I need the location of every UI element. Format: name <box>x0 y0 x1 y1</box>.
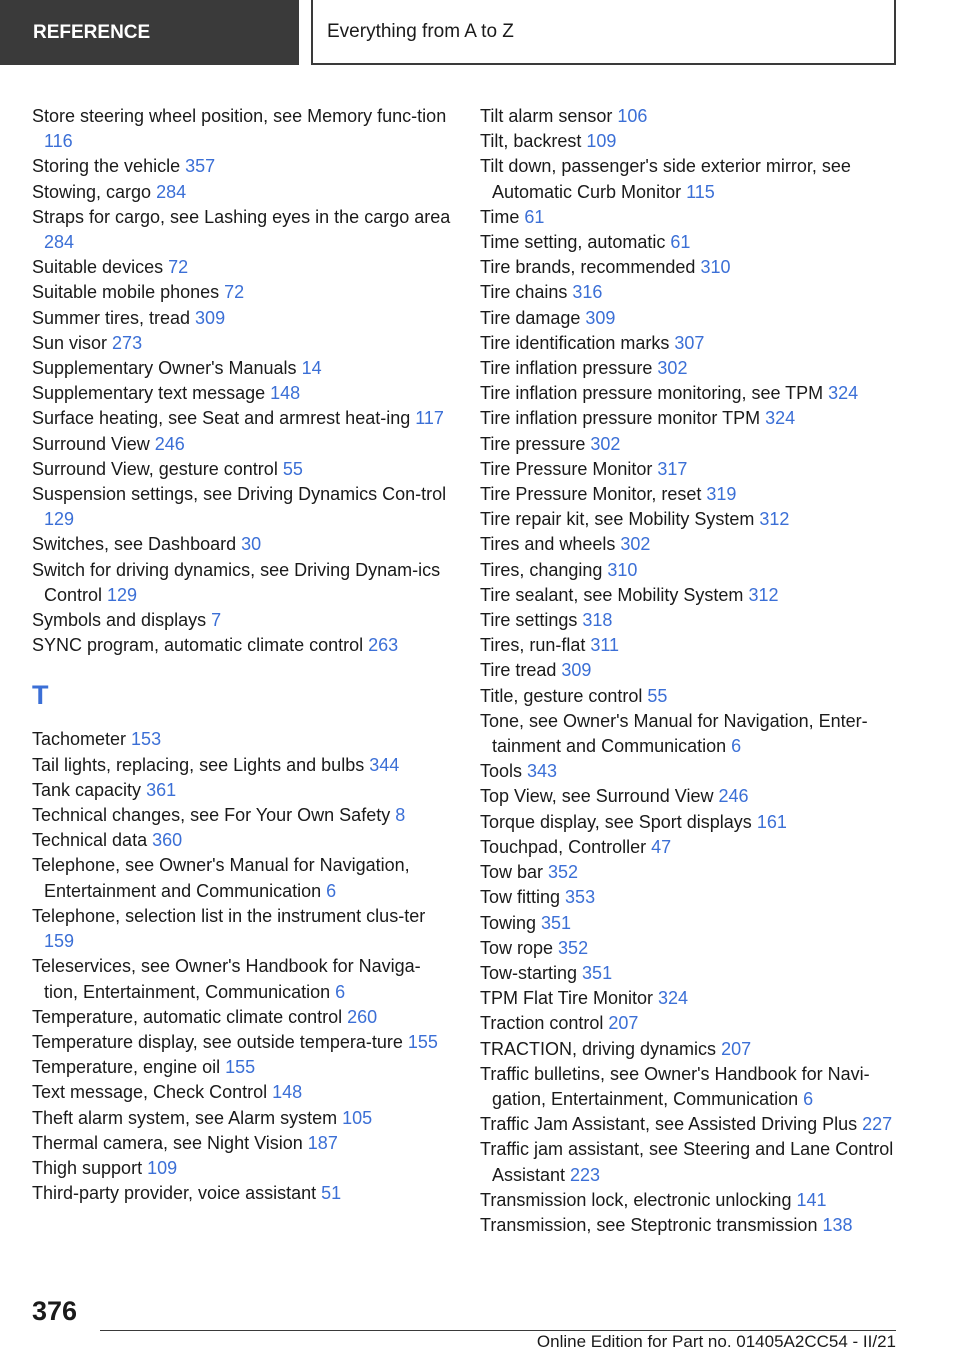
index-column-right <box>480 104 900 1238</box>
entry-term: Teleservices, see Owner's Handbook for Naviga-tion, Entertainment, Communication <box>32 956 421 1002</box>
index-entry <box>32 356 452 381</box>
page-reference-link[interactable]: 6 <box>731 736 742 757</box>
index-entry <box>32 406 452 431</box>
index-entry <box>32 1131 452 1156</box>
page-reference-link[interactable]: 312 <box>748 584 779 605</box>
index-list-s <box>32 104 452 658</box>
entry-term: Tilt down, passenger's side exterior mirror, see Automatic Curb Monitor <box>480 156 851 202</box>
entry-term: Tire tread <box>480 660 562 681</box>
page-reference-link[interactable]: 360 <box>152 830 183 851</box>
entry-term: Time setting, automatic <box>480 232 671 253</box>
entry-term: Temperature display, see outside tempera-ture <box>32 1031 408 1052</box>
page-reference-link[interactable]: 319 <box>706 484 737 505</box>
page-reference-link[interactable]: 116 <box>44 131 73 152</box>
index-entry <box>32 180 452 205</box>
entry-term: Tire inflation pressure <box>480 358 658 379</box>
index-entry <box>32 753 452 778</box>
index-entry <box>32 1030 452 1055</box>
page-reference-link[interactable]: 106 <box>617 106 648 126</box>
page-reference-link[interactable]: 61 <box>524 206 545 227</box>
entry-term: Telephone, selection list in the instrument clus-ter <box>32 905 426 926</box>
page-reference-link[interactable]: 284 <box>44 232 75 253</box>
index-letter-heading: T <box>32 680 49 711</box>
index-entry <box>480 911 900 936</box>
page-reference-link[interactable]: 109 <box>586 131 617 152</box>
page-reference-link[interactable]: 311 <box>590 635 620 656</box>
index-entry <box>480 1137 900 1187</box>
index-entry <box>32 853 452 903</box>
page-reference-link[interactable]: 361 <box>146 779 177 800</box>
index-entry <box>32 1106 452 1131</box>
page-reference-link[interactable]: 155 <box>407 1031 438 1052</box>
page-reference-link[interactable]: 14 <box>301 358 322 379</box>
entry-term: Tire identification marks <box>480 332 675 353</box>
entry-term: Tire damage <box>480 307 586 328</box>
entry-term: TPM Flat Tire Monitor <box>480 988 659 1009</box>
entry-term: Tow fitting <box>480 887 566 908</box>
index-entry <box>480 406 900 431</box>
entry-term: Touchpad, Controller <box>480 836 652 857</box>
entry-term: Tachometer <box>32 729 132 750</box>
index-entry <box>480 658 900 683</box>
page-reference-link[interactable]: 324 <box>765 408 796 429</box>
page-reference-link[interactable]: 148 <box>272 1082 303 1103</box>
entry-term: Transmission, see Steptronic transmission <box>480 1214 823 1235</box>
index-entry <box>480 684 900 709</box>
page-reference-link[interactable]: 55 <box>282 458 303 479</box>
index-entry <box>480 633 900 658</box>
entry-term: SYNC program, automatic climate control <box>32 635 369 656</box>
page-reference-link[interactable]: 207 <box>608 1013 639 1034</box>
page-reference-link[interactable]: 227 <box>862 1114 893 1135</box>
page-reference-link[interactable]: 6 <box>326 880 337 901</box>
index-entry <box>480 482 900 507</box>
index-entry <box>32 828 452 853</box>
entry-term: Tail lights, replacing, see Lights and bulbs <box>32 754 370 775</box>
index-entry <box>32 482 452 532</box>
page-reference-link[interactable]: 352 <box>548 862 579 883</box>
entry-term: Surround View <box>32 433 155 454</box>
index-entry <box>480 154 900 204</box>
entry-term: Stowing, cargo <box>32 181 157 202</box>
entry-term: Tire inflation pressure monitoring, see TPM <box>480 383 829 404</box>
index-entry <box>480 961 900 986</box>
edition-info: Online Edition for Part no. 01405A2CC54 - II/21 <box>536 1332 896 1351</box>
page-reference-link[interactable]: 51 <box>321 1183 342 1204</box>
page-reference-link[interactable]: 310 <box>607 559 638 580</box>
entry-term: Switch for driving dynamics, see Driving Dynam-ics Control <box>32 559 441 605</box>
entry-term: Tow bar <box>480 862 549 883</box>
entry-term: Technical changes, see For Your Own Safety <box>32 805 396 826</box>
entry-term: Supplementary Owner's Manuals <box>32 358 302 379</box>
entry-term: Tone, see Owner's Manual for Navigation, Enter-tainment and Communication <box>480 710 868 757</box>
page-reference-link[interactable]: 115 <box>686 181 715 202</box>
index-entry <box>480 356 900 381</box>
entry-term: Suitable mobile phones <box>32 282 225 303</box>
entry-term: Tire pressure <box>480 433 591 454</box>
page-reference-link[interactable]: 318 <box>582 610 613 631</box>
page-reference-link[interactable]: 351 <box>582 962 613 983</box>
index-entry <box>32 904 452 954</box>
page-reference-link[interactable]: 61 <box>670 232 691 253</box>
entry-term: TRACTION, driving dynamics <box>480 1038 722 1059</box>
entry-term: Thigh support <box>32 1157 148 1178</box>
page-number: 376 <box>32 1296 78 1326</box>
entry-term: Store steering wheel position, see Memory func-tion <box>32 106 447 126</box>
index-entry <box>480 608 900 633</box>
page-reference-link[interactable]: 159 <box>44 931 75 952</box>
index-entry <box>480 558 900 583</box>
page-reference-link[interactable]: 129 <box>44 509 75 530</box>
page-reference-link[interactable]: 317 <box>657 458 688 479</box>
index-entry <box>480 759 900 784</box>
index-column-left <box>32 104 452 1206</box>
page-reference-link[interactable]: 187 <box>307 1132 338 1153</box>
index-entry <box>480 532 900 557</box>
page-reference-link[interactable]: 30 <box>241 534 262 555</box>
page-reference-link[interactable]: 351 <box>541 912 572 933</box>
index-list-t-continued <box>480 104 900 1238</box>
index-entry <box>32 778 452 803</box>
page-reference-link[interactable]: 55 <box>647 685 668 706</box>
index-entry <box>480 230 900 255</box>
index-list-t <box>32 727 452 1206</box>
page-reference-link[interactable]: 246 <box>718 786 749 807</box>
entry-term: Surface heating, see Seat and armrest heat-ing <box>32 408 416 429</box>
entry-term: Tow rope <box>480 937 559 958</box>
page-reference-link[interactable]: 309 <box>195 307 226 328</box>
entry-term: Tire Pressure Monitor, reset <box>480 484 707 505</box>
page-reference-link[interactable]: 324 <box>658 988 689 1009</box>
index-entry <box>480 835 900 860</box>
page-reference-link[interactable]: 7 <box>211 610 222 631</box>
index-entry <box>480 709 900 759</box>
page-reference-link[interactable]: 155 <box>225 1057 256 1078</box>
page-reference-link[interactable]: 6 <box>335 981 346 1002</box>
entry-term: Top View, see Surround View <box>480 786 719 807</box>
entry-term: Tire Pressure Monitor <box>480 458 658 479</box>
index-entry <box>480 432 900 457</box>
index-entry <box>480 255 900 280</box>
page-reference-link[interactable]: 302 <box>590 433 621 454</box>
page-reference-link[interactable]: 6 <box>803 1088 814 1109</box>
index-entry <box>480 810 900 835</box>
entry-term: Switches, see Dashboard <box>32 534 242 555</box>
entry-term: Tank capacity <box>32 779 147 800</box>
page-reference-link[interactable]: 260 <box>347 1006 378 1027</box>
section-title: REFERENCE <box>33 21 151 43</box>
header-title-box <box>311 0 896 65</box>
entry-term: Traffic jam assistant, see Steering and Lane Control Assistant <box>480 1139 894 1185</box>
page-reference-link[interactable]: 310 <box>700 257 731 278</box>
entry-term: Tire sealant, see Mobility System <box>480 584 749 605</box>
page-reference-link[interactable]: 344 <box>369 754 400 775</box>
entry-term: Traffic bulletins, see Owner's Handbook for Navi-gation, Entertainment, Communication <box>480 1063 870 1109</box>
page-reference-link[interactable]: 284 <box>156 181 187 202</box>
page-reference-link[interactable]: 316 <box>572 282 603 303</box>
index-entry <box>32 608 452 633</box>
index-entry <box>32 532 452 557</box>
index-entry <box>32 331 452 356</box>
index-entry <box>480 1011 900 1036</box>
entry-term: Tire inflation pressure monitor TPM <box>480 408 766 429</box>
index-entry <box>32 255 452 280</box>
entry-term: Tilt alarm sensor <box>480 106 618 126</box>
index-entry <box>480 1213 900 1238</box>
entry-term: Theft alarm system, see Alarm system <box>32 1107 343 1128</box>
page-reference-link[interactable]: 324 <box>828 383 859 404</box>
entry-term: Storing the vehicle <box>32 156 186 177</box>
page-reference-link[interactable]: 302 <box>620 534 651 555</box>
index-entry <box>480 784 900 809</box>
entry-term: Tires and wheels <box>480 534 621 555</box>
entry-term: Tire chains <box>480 282 573 303</box>
page-reference-link[interactable]: 141 <box>796 1189 827 1210</box>
index-entry <box>32 432 452 457</box>
entry-term: Telephone, see Owner's Manual for Navigation, Entertainment and Communication <box>32 855 410 901</box>
entry-term: Suspension settings, see Driving Dynamics Con-trol <box>32 484 447 505</box>
entry-term: Title, gesture control <box>480 685 648 706</box>
entry-term: Transmission lock, electronic unlocking <box>480 1189 797 1210</box>
index-entry <box>32 1080 452 1105</box>
index-entry <box>32 558 452 608</box>
page-reference-link[interactable]: 307 <box>674 332 705 353</box>
page-reference-link[interactable]: 129 <box>107 584 138 605</box>
index-entry <box>32 280 452 305</box>
footer-rule <box>100 1330 896 1331</box>
page-reference-link[interactable]: 207 <box>721 1038 752 1059</box>
entry-term: Sun visor <box>32 332 113 353</box>
page-reference-link[interactable]: 161 <box>756 811 787 832</box>
page-reference-link[interactable]: 263 <box>368 635 399 656</box>
index-entry <box>480 885 900 910</box>
entry-term: Surround View, gesture control <box>32 458 283 479</box>
entry-term: Traction control <box>480 1013 609 1034</box>
entry-term: Text message, Check Control <box>32 1082 273 1103</box>
page-reference-link[interactable]: 72 <box>224 282 245 303</box>
entry-term: Time <box>480 206 525 227</box>
index-entry <box>480 104 900 129</box>
entry-term: Temperature, automatic climate control <box>32 1006 348 1027</box>
page-reference-link[interactable]: 353 <box>565 887 596 908</box>
index-entry <box>32 306 452 331</box>
index-entry <box>32 727 452 752</box>
index-entry <box>32 633 452 658</box>
entry-term: Tires, run-flat <box>480 635 591 656</box>
page-heading: Everything from A to Z <box>327 20 514 42</box>
index-entry <box>480 129 900 154</box>
index-entry <box>480 1188 900 1213</box>
page-reference-link[interactable]: 105 <box>342 1107 373 1128</box>
entry-term: Temperature, engine oil <box>32 1057 226 1078</box>
page-reference-link[interactable]: 302 <box>657 358 688 379</box>
index-entry <box>32 954 452 1004</box>
section-tab <box>0 0 299 65</box>
page-reference-link[interactable]: 109 <box>147 1157 178 1178</box>
index-entry <box>480 205 900 230</box>
entry-term: Tow-starting <box>480 962 583 983</box>
page-reference-link[interactable]: 312 <box>759 509 790 530</box>
page-reference-link[interactable]: 153 <box>131 729 162 750</box>
entry-term: Technical data <box>32 830 153 851</box>
index-entry <box>480 306 900 331</box>
index-entry <box>32 104 452 154</box>
index-entry <box>480 583 900 608</box>
index-entry <box>32 803 452 828</box>
index-entry <box>480 507 900 532</box>
index-entry <box>32 154 452 179</box>
page-reference-link[interactable]: 8 <box>395 805 406 826</box>
page-reference-link[interactable]: 72 <box>168 257 189 278</box>
index-entry <box>32 205 452 255</box>
entry-term: Traffic Jam Assistant, see Assisted Driving Plus <box>480 1114 863 1135</box>
entry-term: Tire settings <box>480 610 583 631</box>
entry-term: Tools <box>480 761 528 782</box>
entry-term: Tires, changing <box>480 559 608 580</box>
entry-term: Tire repair kit, see Mobility System <box>480 509 760 530</box>
page-reference-link[interactable]: 117 <box>415 408 444 429</box>
entry-term: Symbols and displays <box>32 610 212 631</box>
entry-term: Supplementary text message <box>32 383 271 404</box>
index-entry <box>480 936 900 961</box>
entry-term: Tire brands, recommended <box>480 257 701 278</box>
index-entry <box>480 280 900 305</box>
index-entry <box>480 860 900 885</box>
index-entry <box>480 1112 900 1137</box>
index-entry <box>480 381 900 406</box>
page-reference-link[interactable]: 246 <box>154 433 185 454</box>
page-reference-link[interactable]: 148 <box>270 383 301 404</box>
page-reference-link[interactable]: 352 <box>558 937 589 958</box>
index-entry <box>480 331 900 356</box>
page-reference-link[interactable]: 47 <box>651 836 672 857</box>
entry-term: Summer tires, tread <box>32 307 196 328</box>
entry-term: Tilt, backrest <box>480 131 587 152</box>
entry-term: Torque display, see Sport displays <box>480 811 757 832</box>
page-reference-link[interactable]: 223 <box>570 1164 601 1185</box>
page-reference-link[interactable]: 309 <box>585 307 616 328</box>
page-reference-link[interactable]: 343 <box>527 761 558 782</box>
index-entry <box>480 457 900 482</box>
index-entry <box>480 1062 900 1112</box>
index-entry <box>32 1005 452 1030</box>
index-entry <box>480 986 900 1011</box>
entry-term: Towing <box>480 912 542 933</box>
index-entry <box>480 1037 900 1062</box>
entry-term: Straps for cargo, see Lashing eyes in the cargo area <box>32 206 451 227</box>
entry-term: Third-party provider, voice assistant <box>32 1183 322 1204</box>
entry-term: Suitable devices <box>32 257 169 278</box>
index-entry <box>32 1156 452 1181</box>
page-reference-link[interactable]: 138 <box>822 1214 853 1235</box>
entry-term: Thermal camera, see Night Vision <box>32 1132 308 1153</box>
page-reference-link[interactable]: 273 <box>112 332 143 353</box>
index-entry <box>32 1181 452 1206</box>
index-entry <box>32 1055 452 1080</box>
page-reference-link[interactable]: 309 <box>561 660 592 681</box>
index-entry <box>32 381 452 406</box>
index-entry <box>32 457 452 482</box>
page-reference-link[interactable]: 357 <box>185 156 216 177</box>
